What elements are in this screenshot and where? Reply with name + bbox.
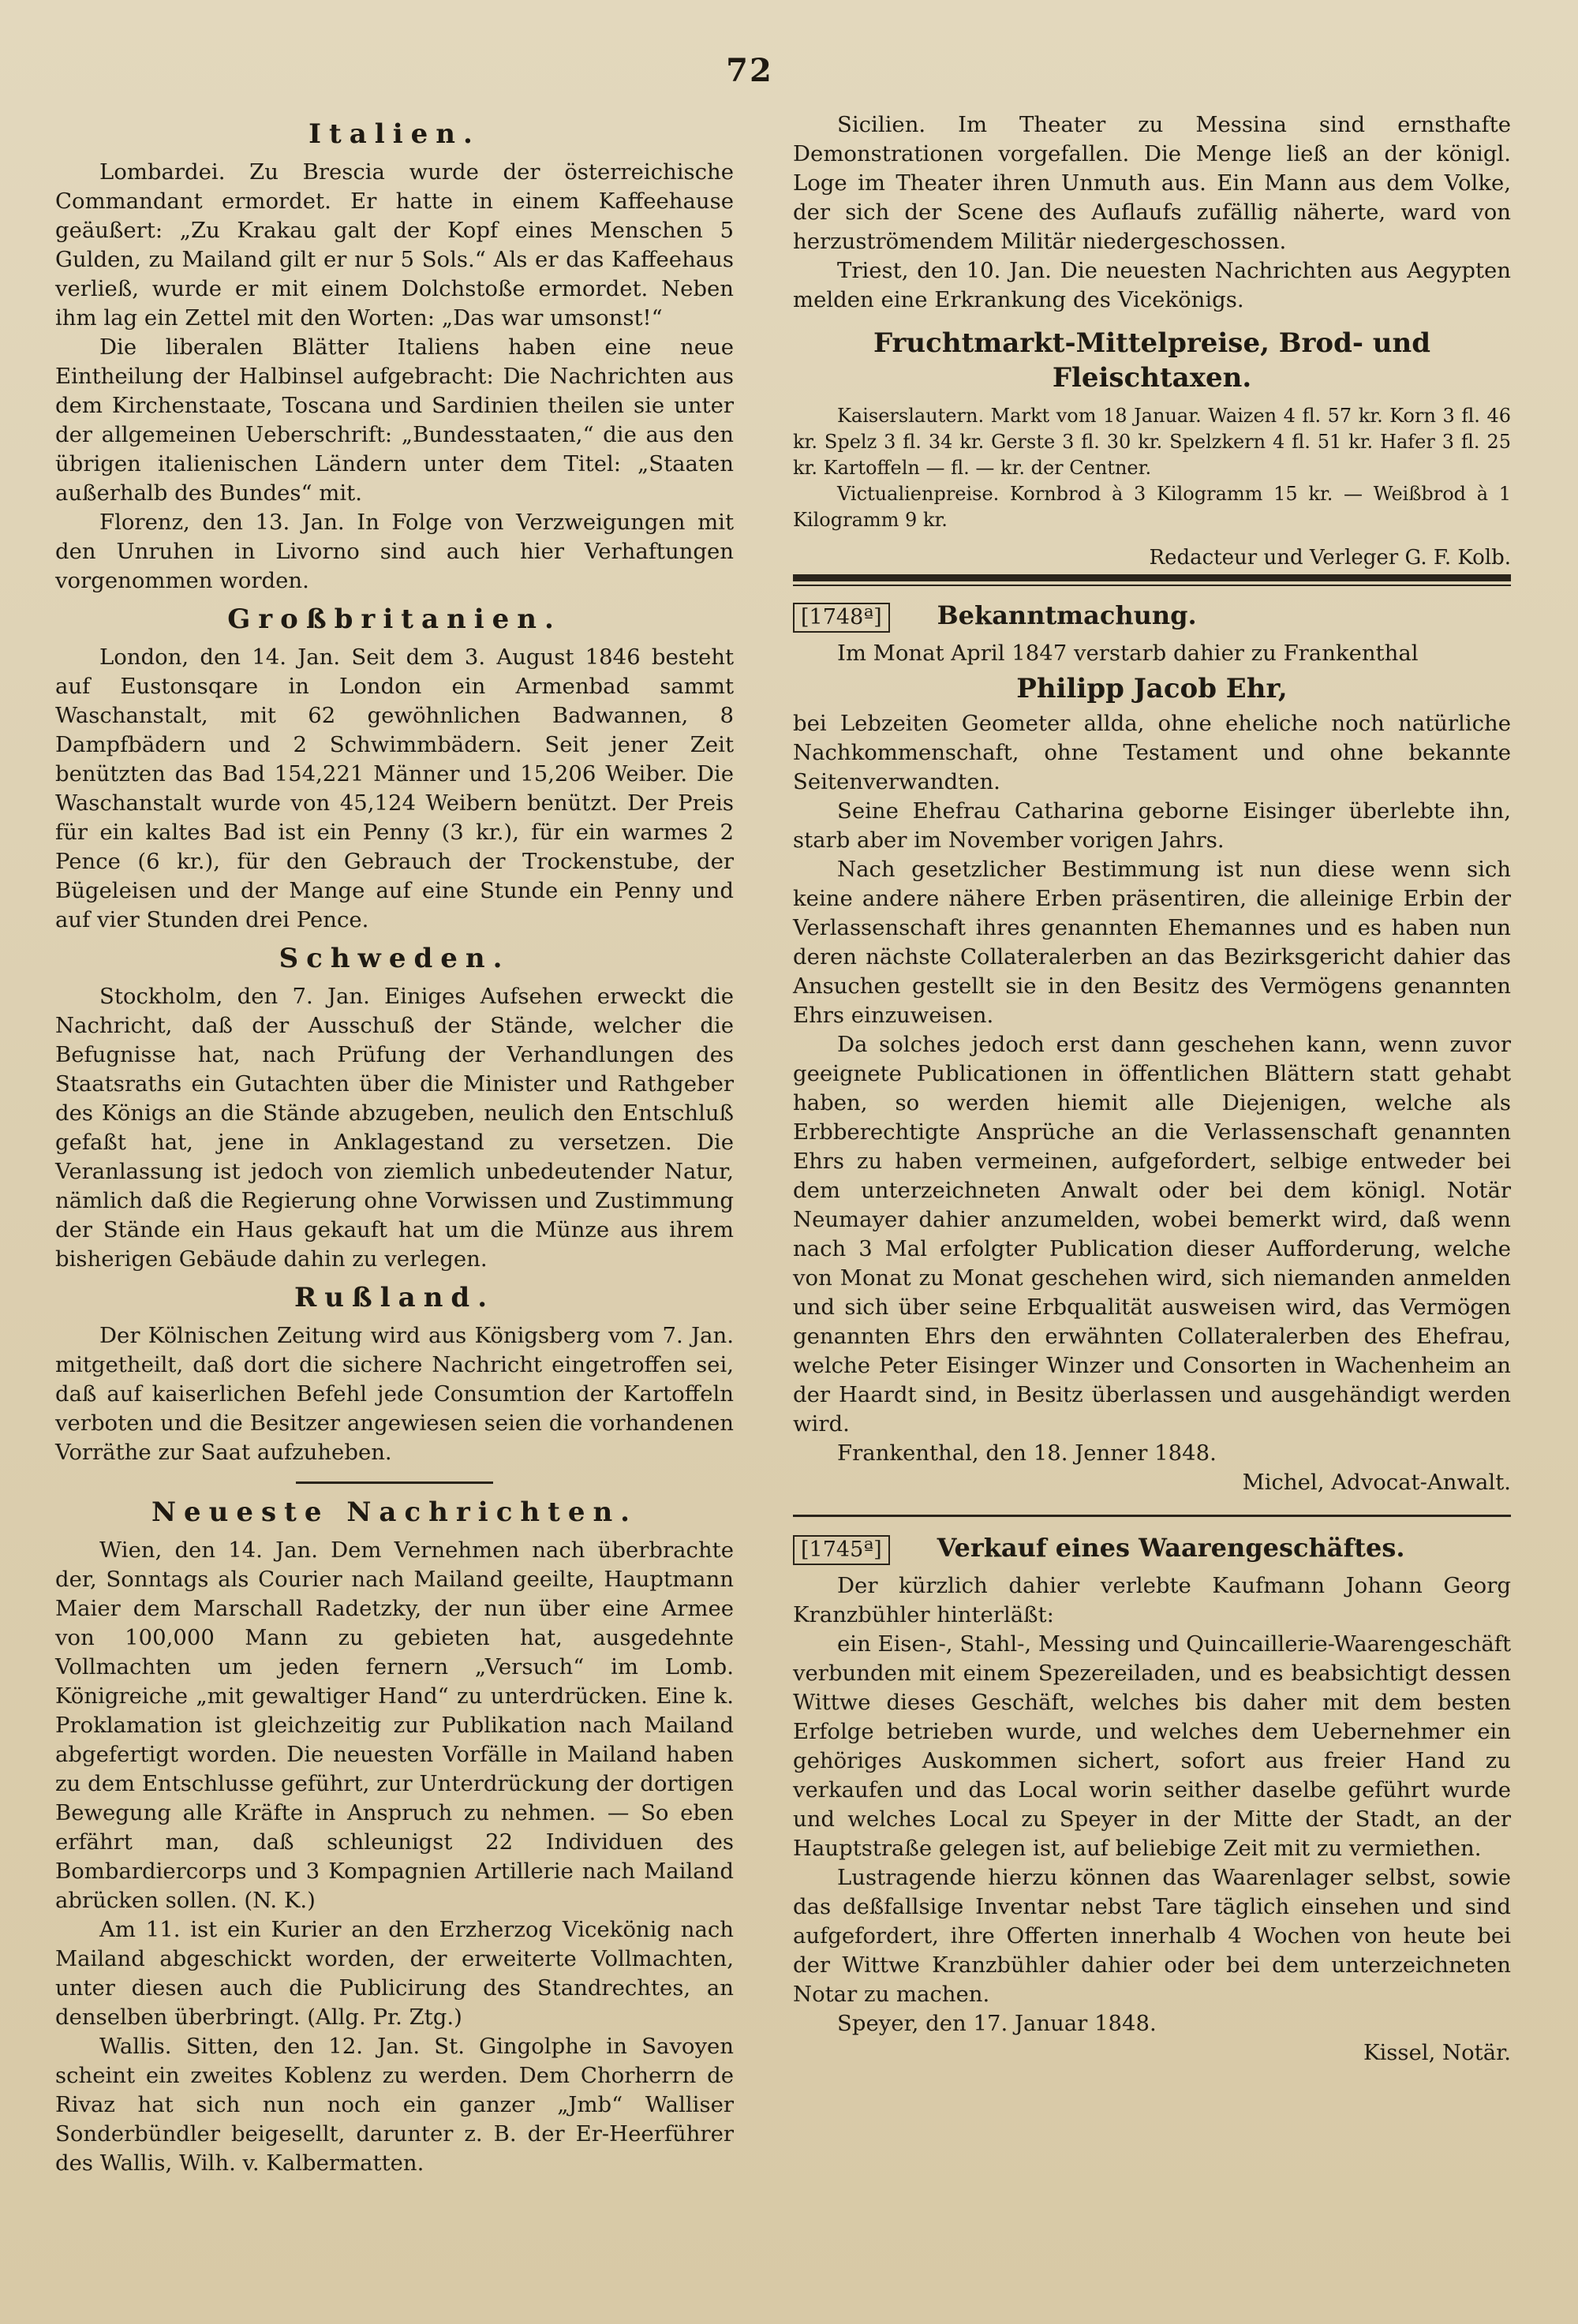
- notice-date: Frankenthal, den 18. Jenner 1848.: [837, 1440, 1217, 1466]
- deceased-name: Philipp Jacob Ehr,: [1016, 673, 1288, 704]
- market-heading: Fruchtmarkt-Mittelpreise, Brod- und Fleischtaxen.: [873, 327, 1431, 394]
- article-paragraph: Der Kölnischen Zeitung wird aus Königsberg vom 7. Jan. mitgetheilt, daß dort die sichere Nachricht eingetroffen sei, daß auf kaiserlichen Befehl jede Consumtion der Kartoffeln verboten und die Besitzer angewiesen seien die vorhandenen Vorräthe zur Saat aufzuheben.: [55, 1323, 734, 1465]
- section-heading-neueste: Neueste Nachrichten.: [151, 1496, 638, 1528]
- divider: [793, 574, 1511, 581]
- article-paragraph: Sicilien. Im Theater zu Messina sind ernsthafte Demonstrationen vorgefallen. Die Menge ließ an der königl. Loge im Theater ihren Unmuth aus. Ein Mann aus dem Volke, der sich der Scene des Auflaufs zufällig näherte, ward von herzuströmendem Militär niedergeschossen.: [793, 112, 1511, 254]
- section-heading-russland: Rußland.: [294, 1282, 495, 1313]
- article-paragraph: Wallis. Sitten, den 12. Jan. St. Gingolphe in Savoyen scheint ein zweites Koblenz zu werden. Dem Chorherrn de Rivaz hat sich nun noch ein ganzer „Jmb“ Walliser Sonderbündler beigesellt, darunter z. B. der Er-Heerführer des Wallis, Wilh. v. Kalbermatten.: [55, 2034, 734, 2176]
- notice-title: Verkauf eines Waarengeschäftes.: [937, 1533, 1405, 1563]
- left-column: [55, 110, 734, 2178]
- section-heading-schweden: Schweden.: [279, 943, 510, 974]
- divider: [296, 1481, 493, 1484]
- victual-prices: Victualienpreise. Kornbrod à 3 Kilogramm 15 kr. — Weißbrod à 1 Kilogramm 9 kr.: [793, 483, 1511, 531]
- article-paragraph: Lombardei. Zu Brescia wurde der österreichische Commandant ermordet. Er hatte in einem Kaffeehause geäußert: „Zu Krakau galt der Kopf eines Menschen 5 Gulden, zu Mailand gilt er nur 5 Sols.“ Als er das Kaffeehaus verließ, wurde er mit einem Dolchstoße ermordet. Neben ihm lag ein Zettel mit den Worten: „Das war umsonst!“: [55, 159, 734, 331]
- right-column: [793, 110, 1511, 2068]
- notice-date: Speyer, den 17. Januar 1848.: [837, 2011, 1157, 2036]
- editor-line: Redacteur und Verleger G. F. Kolb.: [1149, 546, 1511, 570]
- notice-paragraph: Nach gesetzlicher Bestimmung ist nun diese wenn sich keine andere nähere Erben präsentiren, die alleinige Erbin der Verlassenschaft ihres genannten Ehemannes und es haben nun deren nächste Collateralerben an das Bezirksgericht dahier das Ansuchen gestellt sie in den Besitz des Vermögens genannten Ehrs einzuweisen.: [793, 857, 1511, 1028]
- notice-reference: [1745ª]: [793, 1535, 890, 1565]
- notice-intro: Im Monat April 1847 verstarb dahier zu Frankenthal: [837, 641, 1419, 666]
- article-paragraph: Triest, den 10. Jan. Die neuesten Nachrichten aus Aegypten melden eine Erkrankung des Vicekönigs.: [793, 258, 1511, 312]
- article-paragraph: Florenz, den 13. Jan. In Folge von Verzweigungen mit den Unruhen in Livorno sind auch hier Verhaftungen vorgenommen worden.: [55, 510, 734, 593]
- notice-signature: Kissel, Notär.: [1363, 2040, 1511, 2065]
- section-heading-italien: Italien.: [308, 118, 481, 150]
- divider: [793, 1515, 1511, 1517]
- notice-signature: Michel, Advocat-Anwalt.: [1242, 1470, 1511, 1495]
- notice-paragraph: Da solches jedoch erst dann geschehen kann, wenn zuvor geeignete Publicationen in öffentlichen Blättern statt gehabt haben, so werden hiemit alle Diejenigen, welche als Erbberechtigte Ansprüche an die Verlassenschaft genannten Ehrs zu haben vermeinen, aufgefordert, selbige entweder bei dem unterzeichneten Anwalt oder bei dem königl. Notär Neumayer dahier anzumelden, wobei bemerkt wird, daß wenn nach 3 Mal erfolgter Publication dieser Aufforderung, welche von Monat zu Monat geschehen wird, sich niemanden anmelden und sich über seine Erbqualität ausweisen wird, das Vermögen genannten Ehrs den erwähnten Collateralerben des Ehefrau, welche Peter Eisinger Winzer und Consorten in Wachenheim an der Haardt sind, in Besitz überlassen und ausgehändigt werden wird.: [793, 1032, 1511, 1437]
- notice-paragraph: ein Eisen-, Stahl-, Messing und Quincaillerie-Waarengeschäft verbunden mit einem Spezereiladen, und es beabsichtigt dessen Wittwe dieses Geschäft, welches bis daher mit dem besten Erfolge betrieben wurde, und welches dem Uebernehmer ein gehöriges Auskommen sichert, sofort aus freier Hand zu verkaufen und das Local worin seither daselbe geführt wurde und welches Local zu Speyer in der Mitte der Stadt, an der Hauptstraße gelegen ist, auf beliebige Zeit mit zu vermiethen.: [793, 1631, 1511, 1861]
- notice-reference: [1748ª]: [793, 603, 890, 633]
- notice-paragraph: Seine Ehefrau Catharina geborne Eisinger überlebte ihn, starb aber im November vorigen Jahrs.: [793, 798, 1511, 853]
- divider: [793, 585, 1511, 586]
- notice-header: [793, 1533, 1511, 1565]
- article-paragraph: Die liberalen Blätter Italiens haben eine neue Eintheilung der Halbinsel aufgebracht: Die Nachrichten aus dem Kirchenstaate, Toscana und Sardinien theilen sie unter der allgemeinen Ueberschrift: „Bundesstaaten,“ die aus den übrigen italienischen Ländern unter dem Titel: „Staaten außerhalb des Bundes“ mit.: [55, 334, 734, 506]
- notice-header: [793, 600, 1511, 633]
- section-heading-grossbritanien: Großbritanien.: [227, 603, 562, 635]
- article-paragraph: Wien, den 14. Jan. Dem Vernehmen nach überbrachte der, Sonntags als Courier nach Mailand geeilte, Hauptmann Maier dem Marschall Radetzky, der nun über eine Armee von 100,000 Mann zu gebieten hat, ausgedehnte Vollmachten um jeden fernern „Versuch“ im Lomb. Königreiche „mit gewaltiger Hand“ zu unterdrücken. Eine k. Proklamation ist gleichzeitig zur Publikation nach Mailand abgefertigt worden. Die neuesten Vorfälle in Mailand haben zu dem Entschlusse geführt, zur Unterdrückung der dortigen Bewegung alle Kräfte in Anspruch zu nehmen. — So eben erfährt man, daß schleunigst 22 Individuen des Bombardiercorps und 3 Kompagnien Artillerie nach Mailand abrücken sollen. (N. K.): [55, 1538, 734, 1913]
- notice-paragraph: bei Lebzeiten Geometer allda, ohne eheliche noch natürliche Nachkommenschaft, ohne Testament und ohne bekannte Seitenverwandten.: [793, 711, 1511, 794]
- notice-paragraph: Lustragende hierzu können das Waarenlager selbst, sowie das deßfallsige Inventar nebst Tare täglich einsehen und sind aufgefordert, ihre Offerten innerhalb 4 Wochen von heute bei der Wittwe Kranzbühler dahier oder bei dem unterzeichneten Notar zu machen.: [793, 1865, 1511, 2007]
- article-paragraph: London, den 14. Jan. Seit dem 3. August 1846 besteht auf Eustonsqare in London ein Armenbad sammt Waschanstalt, mit 62 gewöhnlichen Badwannen, 8 Dampfbädern und 2 Schwimmbädern. Seit jener Zeit benützten das Bad 154,221 Männer und 15,206 Weiber. Die Waschanstalt wurde von 45,124 Weibern benützt. Der Preis für ein kaltes Bad ist ein Penny (3 kr.), für ein warmes 2 Pence (6 kr.), für den Gebrauch der Trockenstube, der Bügeleisen und der Mange auf eine Stunde ein Penny und auf vier Stunden drei Pence.: [55, 645, 734, 932]
- article-paragraph: Stockholm, den 7. Jan. Einiges Aufsehen erweckt die Nachricht, daß der Ausschuß der Stände, welcher die Befugnisse hat, nach Prüfung der Verhandlungen des Staatsraths ein Gutachten über die Minister und Rathgeber des Königs an die Stände abzugeben, neulich den Entschluß gefaßt hat, jene in Anklagestand zu versetzen. Die Veranlassung ist jedoch von ziemlich unbedeutender Natur, nämlich daß die Regierung ohne Vorwissen und Zustimmung der Stände ein Haus gekauft hat um die Münze aus ihrem bisherigen Gebäude dahin zu verlegen.: [55, 984, 734, 1272]
- notice-paragraph: Der kürzlich dahier verlebte Kaufmann Johann Georg Kranzbühler hinterläßt:: [793, 1573, 1511, 1627]
- notice-title: Bekanntmachung.: [937, 600, 1197, 630]
- market-prices: Kaiserslautern. Markt vom 18 Januar. Waizen 4 fl. 57 kr. Korn 3 fl. 46 kr. Spelz 3 fl. 34 kr. Gerste 3 fl. 30 kr. Spelzkern 4 fl. 51 kr. Hafer 3 fl. 25 kr. Kartoffeln — fl. — kr. der Centner.: [793, 405, 1511, 479]
- article-paragraph: Am 11. ist ein Kurier an den Erzherzog Vicekönig nach Mailand abgeschickt worden, der erweiterte Vollmachten, unter diesen auch die Publicirung des Standrechtes, an denselben überbringt. (Allg. Pr. Ztg.): [55, 1917, 734, 2030]
- page-number: 72: [726, 52, 773, 89]
